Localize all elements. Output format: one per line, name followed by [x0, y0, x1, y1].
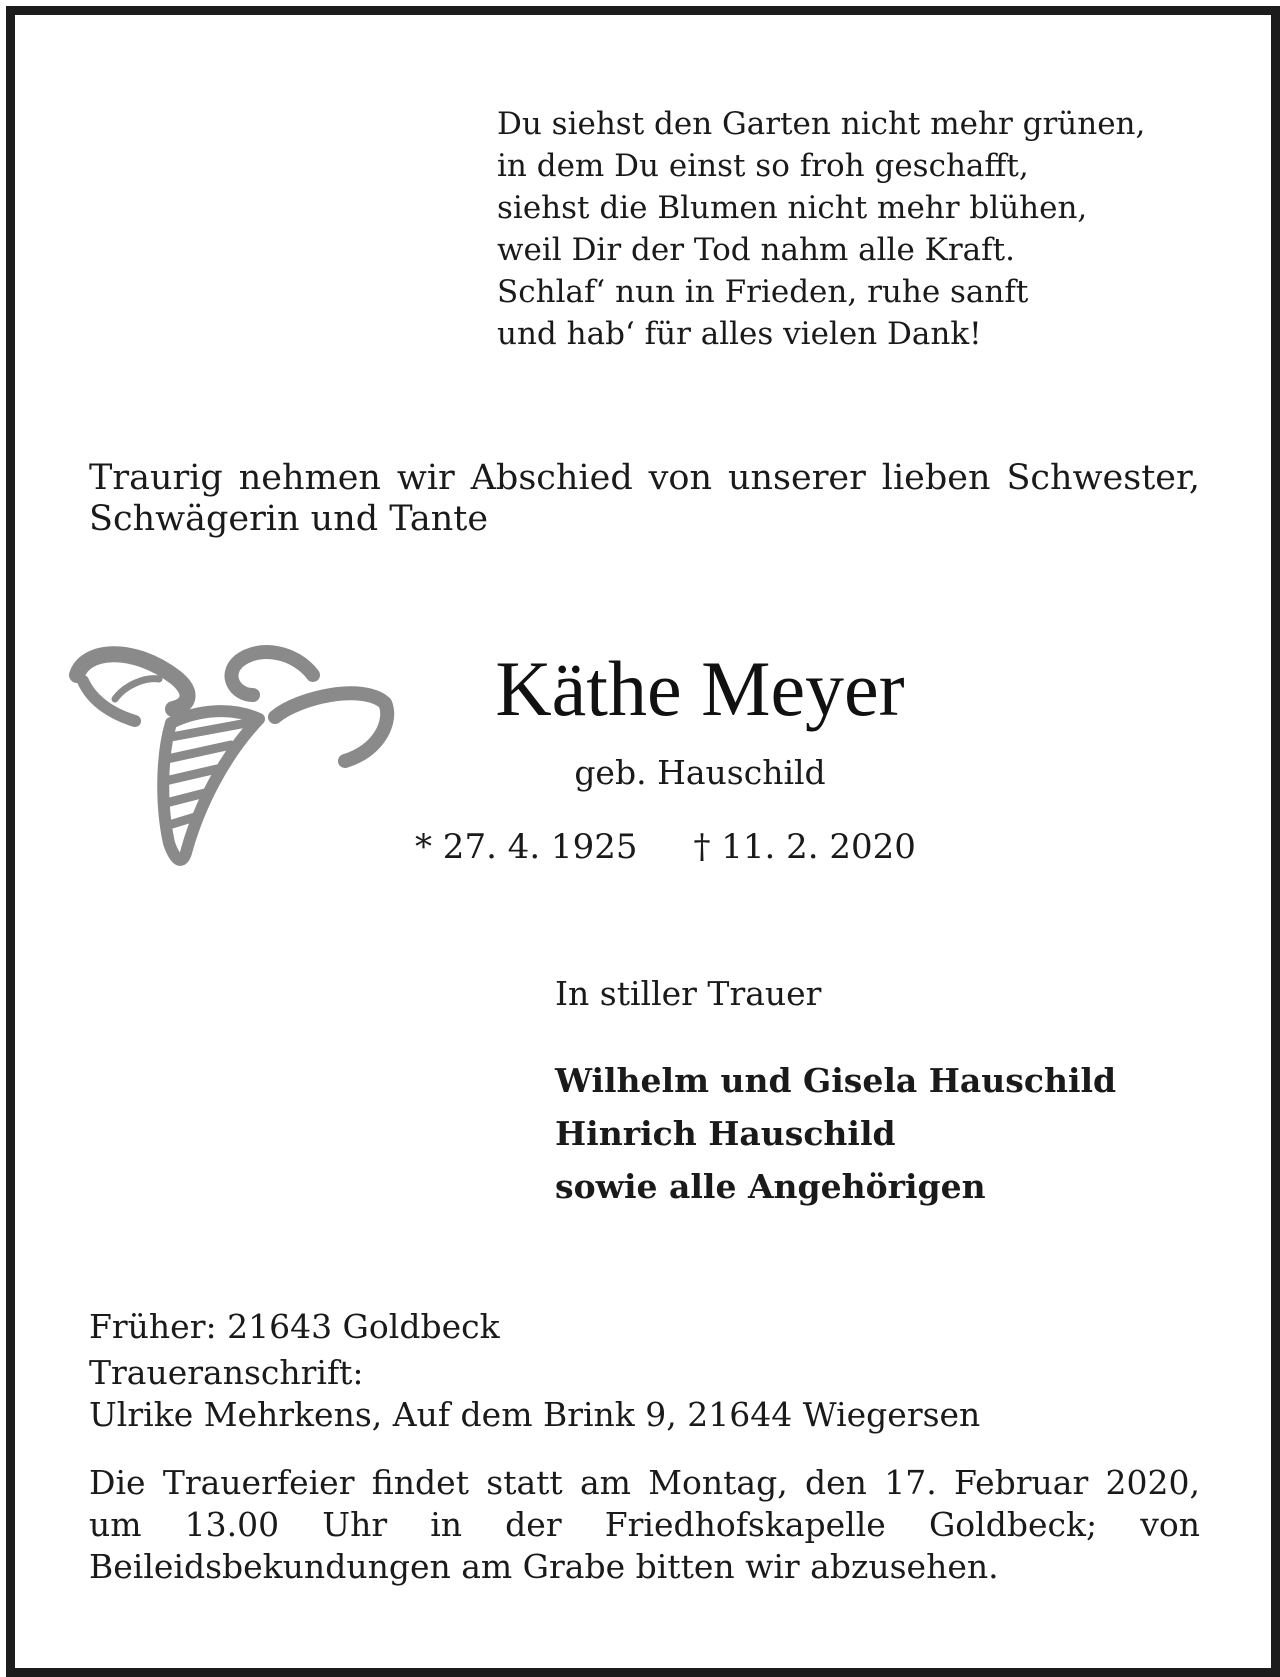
mourners-list	[555, 1054, 1116, 1213]
mourner: Wilhelm und Gisela Hauschild	[555, 1061, 1117, 1100]
deceased-name: Käthe Meyer	[495, 645, 905, 732]
poem-line: siehst die Blumen nicht mehr blühen,	[497, 190, 1088, 226]
death-date: † 11. 2. 2020	[693, 827, 916, 867]
birth-date: * 27. 4. 1925	[415, 827, 638, 867]
poem-line: in dem Du einst so froh geschafft,	[497, 148, 1029, 184]
mourner: Hinrich Hauschild	[555, 1114, 896, 1153]
service-notice: Die Trauerfeier findet statt am Montag, den 17. Februar 2020, um 13.00 Uhr in der Friedhofskapelle Goldbeck; von Beileidsbekundungen am Grabe bitten wir abzusehen.	[89, 1463, 1200, 1586]
address-label: Traueranschrift:	[89, 1353, 364, 1392]
former-residence: Früher: 21643 Goldbeck	[89, 1307, 500, 1346]
poem	[497, 103, 1145, 355]
maiden-name: geb. Hauschild	[574, 753, 826, 792]
bee-icon	[63, 637, 403, 887]
grief-line: In stiller Trauer	[555, 974, 822, 1013]
obituary-frame	[6, 6, 1280, 1677]
life-dates	[415, 826, 916, 868]
mourning-address: Ulrike Mehrkens, Auf dem Brink 9, 21644 Wiegersen	[89, 1395, 981, 1434]
poem-line: weil Dir der Tod nahm alle Kraft.	[497, 232, 1015, 268]
poem-line: und hab‘ für alles vielen Dank!	[497, 316, 982, 352]
poem-line: Du siehst den Garten nicht mehr grünen,	[497, 106, 1146, 142]
poem-line: Schlaf‘ nun in Frieden, ruhe sanft	[497, 274, 1029, 310]
mourner: sowie alle Angehörigen	[555, 1167, 986, 1206]
intro-text: Traurig nehmen wir Abschied von unserer lieben Schwester, Schwägerin und Tante	[89, 458, 1200, 539]
address-block	[89, 1306, 980, 1436]
